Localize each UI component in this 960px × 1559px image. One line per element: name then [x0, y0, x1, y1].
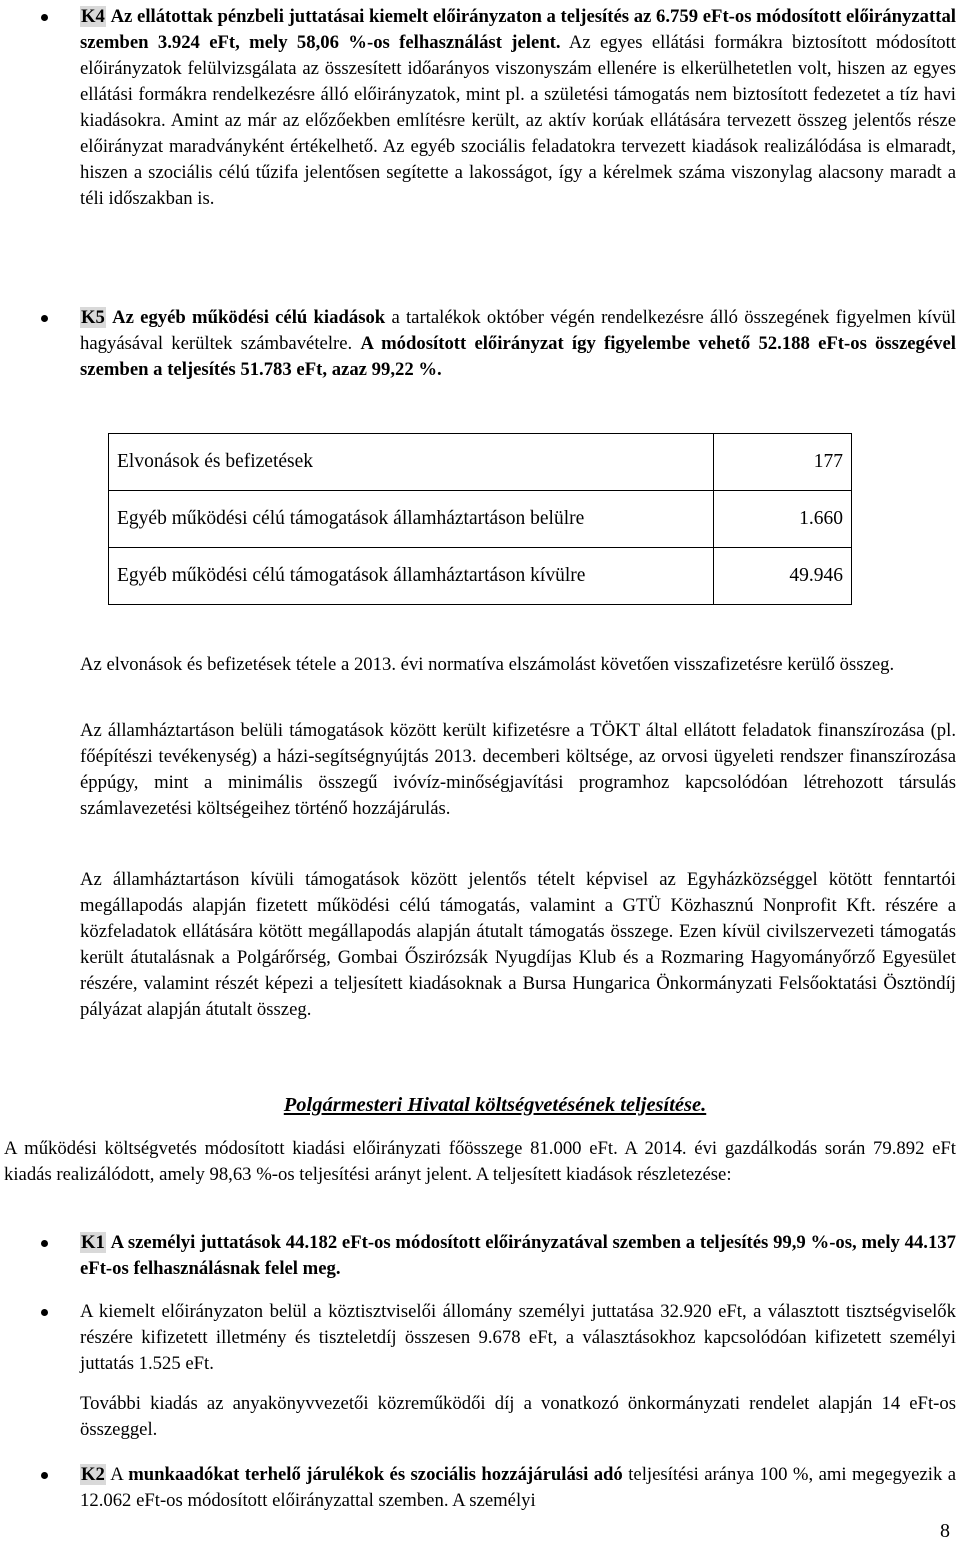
table-cell-label: Egyéb működési célú támogatások államháztartáson belülre: [109, 491, 714, 548]
k2-bold-text: munkaadókat terhelő járulékok és szociális hozzájárulási adó: [128, 1464, 623, 1485]
table-cell-label: Egyéb működési célú támogatások államháztartáson kívülre: [109, 548, 714, 605]
k2-text-pre: A: [110, 1464, 123, 1485]
table-cell-value: 177: [714, 434, 852, 491]
k2-code: K2: [81, 1464, 105, 1485]
k5-text: a tartalékok október végén rendelkezésre álló összegének figyelmen kívül hagyásával kerültek számbavételre.: [80, 307, 956, 354]
k5-summary: A módosított előirányzat így figyelembe vehető 52.188 eFt-os összegével szemben a teljesítés 51.783 eFt, azaz 99,22 %.: [80, 333, 956, 380]
k4-text: Az egyes ellátási formákra biztosított módosított előirányzatok felülvizsgálata az összesített időarányos viszonyszám ellenére is elkerülhetetlen volt, hiszen az egyes ellátási formákra rendelkezésre álló előirányzatok, mint pl. a születési támogatás nem biztosított fedezetet a tíz havi kiadásokra. Amint az már az előzőekben említésre került, az aktív korúak ellátására tervezett összeg jelentős része előirányzat maradványként értékelhető. Az egyéb szociális feladatokra tervezett kiadások realizálódása is elmaradt, hiszen a szociális célú tűzifa jelentősen segítette a lakosságot, így a kérelmek száma viszonylag alacsony maradt a téli időszakban is.: [80, 32, 956, 209]
k1-code: K1: [81, 1232, 105, 1253]
table-row: [109, 434, 852, 491]
k4-code: K4: [81, 6, 105, 27]
k5-bold-text: Az egyéb működési célú kiadások: [112, 307, 386, 328]
table-cell-value: 1.660: [714, 491, 852, 548]
page-number: 8: [940, 1520, 950, 1542]
k5-bullet: [80, 305, 956, 383]
table-row: [109, 491, 852, 548]
k2-text: teljesítési aránya 100 %, ami megegyezik a 12.062 eFt-os módosított előirányzattal szemben. A személyi: [80, 1464, 957, 1511]
paragraph-external-support: Az államháztartáson kívüli támogatások között jelentős tételt képvisel az Egyházközséggel kötött fenntartói megállapodás alapján fizetett működési célú támogatás, valamint a GTÜ Közhasznú Nonprofit Kft. részére a közfeladatok ellátására kötött megállapodás alapján átutalt támogatás összege. Ezen kívül civilszervezeti támogatás került átutalásnak a Polgárőrség, Gombai Őszirózsák Nyugdíjas Klub és a Rozmaring Hagyományőrző Egyesület részére, valamint részét képezi a teljesített kiadásoknak a Bursa Hungarica Önkormányzati Felsőoktatási Ösztöndíj pályázat alapján átutalt összeg.: [80, 869, 956, 1020]
paragraph-registrar: További kiadás az anyakönyvvezetői közreműködői díj a vonatkozó önkormányzati rendelet alapján 14 eFt-os összeggel.: [80, 1393, 956, 1440]
k1-bullet: [80, 1230, 956, 1282]
expense-table: [108, 433, 852, 605]
table-cell-value: 49.946: [714, 548, 852, 605]
table-row: [109, 548, 852, 605]
section-title: Polgármesteri Hivatal költségvetésének teljesítése.: [283, 1094, 707, 1116]
paragraph-deductions: Az elvonások és befizetések tétele a 2013. évi normatíva elszámolást követően visszafizetésre kerülő összeg.: [80, 654, 895, 675]
section-intro: A működési költségvetés módosított kiadási előirányzati főösszege 81.000 eFt. A 2014. évi gazdálkodás során 79.892 eFt kiadás realizálódott, amely 98,63 %-os teljesítési arányt jelent. A teljesített kiadások részletezése:: [4, 1138, 956, 1185]
paragraph-internal-support: Az államháztartáson belüli támogatások között került kifizetésre a TÖKT által ellátott feladatok finanszírozása (pl. főépítészi tevékenység) a házi-segítségnyújtás 2013. decemberi költsége, az orvosi ügyeleti rendszer finanszírozása éppúgy, mint a minimális összegű ivóvíz-minőségjavítási programhoz kapcsolódóan létrehozott társulás számlavezetési költségeihez történő hozzájárulás.: [80, 720, 956, 819]
k5-code: K5: [81, 307, 105, 328]
k1-bold-text: A személyi juttatások 44.182 eFt-os módosított előirányzatával szemben a teljesítés 99,9 %-os, mely 44.137 eFt-os felhasználásnak felel meg.: [80, 1232, 956, 1279]
k2-bullet: [80, 1462, 956, 1514]
table-cell-label: Elvonások és befizetések: [109, 434, 714, 491]
personal-benefits-bullet: A kiemelt előirányzaton belül a köztisztviselői állomány személyi juttatása 32.920 eFt, a választott tisztségviselők részére kifizetett illetmény és tiszteletdíj összesen 9.678 eFt, a választásokhoz kapcsolódóan kifizetett személyi juttatás 1.525 eFt.: [80, 1299, 956, 1377]
k4-bold-text: Az ellátottak pénzbeli juttatásai kiemelt előirányzaton a teljesítés az 6.759 eFt-os módosított előirányzattal szemben 3.924 eFt, mely 58,06 %-os felhasználást jelent.: [80, 6, 956, 53]
k4-bullet: [80, 4, 956, 212]
